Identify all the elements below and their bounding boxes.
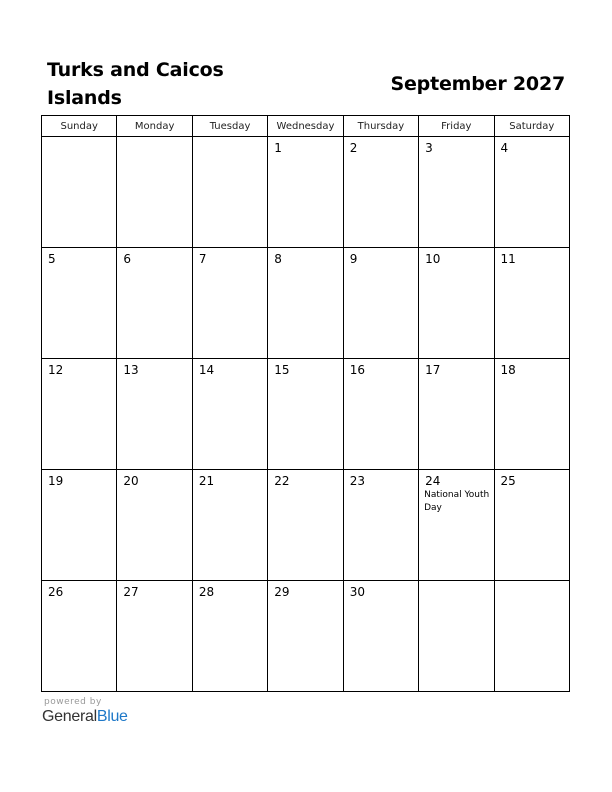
day-cell — [117, 137, 192, 248]
day-cell — [192, 137, 267, 248]
day-cell — [419, 137, 494, 248]
day-number: 28 — [198, 585, 215, 599]
day-number: 14 — [198, 363, 215, 377]
day-number: 2 — [349, 141, 358, 155]
calendar-grid — [41, 115, 570, 692]
day-number: 26 — [48, 585, 64, 599]
day-cell — [117, 470, 192, 581]
day-number: 4 — [500, 141, 509, 155]
week-row — [42, 248, 570, 359]
week-row — [42, 581, 570, 692]
day-cell — [419, 470, 494, 581]
day-cell — [42, 248, 117, 359]
day-cell — [343, 137, 418, 248]
day-number: 29 — [274, 585, 290, 599]
day-cell — [268, 581, 343, 692]
day-cell — [419, 359, 494, 470]
day-number: 1 — [274, 141, 282, 155]
holiday-label: National Youth Day — [424, 490, 490, 513]
day-cell — [268, 137, 343, 248]
day-number: 5 — [48, 252, 56, 266]
day-number: 24 — [425, 474, 441, 488]
day-cell — [494, 137, 569, 248]
weekday-wednesday: Wednesday — [268, 116, 343, 137]
day-cell — [117, 581, 192, 692]
weekday-friday: Friday — [419, 116, 494, 137]
day-cell — [494, 581, 569, 692]
country-title: Turks and Caicos Islands — [47, 59, 224, 109]
weekday-saturday: Saturday — [494, 116, 569, 137]
day-cell — [343, 248, 418, 359]
day-number: 16 — [349, 363, 365, 377]
day-cell — [117, 359, 192, 470]
day-cell — [268, 470, 343, 581]
day-cell — [268, 248, 343, 359]
day-cell — [192, 581, 267, 692]
day-cell — [494, 359, 569, 470]
brand-blue-text: Blue — [96, 708, 128, 725]
day-cell — [192, 248, 267, 359]
day-number: 3 — [425, 141, 433, 155]
week-row — [42, 470, 570, 581]
weekday-sunday: Sunday — [42, 116, 117, 137]
day-cell — [343, 470, 418, 581]
day-number: 22 — [274, 474, 290, 488]
day-number: 18 — [500, 363, 516, 377]
day-number: 10 — [425, 252, 441, 266]
day-number: 20 — [123, 474, 139, 488]
day-cell — [343, 581, 418, 692]
week-row — [42, 359, 570, 470]
brand-general-text: General — [42, 708, 97, 725]
day-number: 15 — [274, 363, 290, 377]
weekday-monday: Monday — [117, 116, 192, 137]
day-number: 8 — [274, 252, 282, 266]
day-number: 21 — [198, 474, 215, 488]
powered-by-label: powered by — [44, 697, 102, 707]
day-number: 9 — [349, 252, 358, 266]
day-number: 6 — [123, 252, 132, 266]
day-cell — [42, 470, 117, 581]
day-cell — [42, 137, 117, 248]
day-number: 17 — [425, 363, 441, 377]
weekday-tuesday: Tuesday — [192, 116, 267, 137]
day-number: 12 — [48, 363, 64, 377]
day-number: 27 — [123, 585, 139, 599]
day-cell — [42, 359, 117, 470]
day-cell — [117, 248, 192, 359]
day-number: 23 — [349, 474, 365, 488]
day-number: 13 — [123, 363, 139, 377]
weekday-header-row — [42, 116, 570, 137]
day-cell — [268, 359, 343, 470]
day-number: 11 — [500, 252, 516, 266]
month-year-title: September 2027 — [390, 73, 565, 95]
day-number: 7 — [198, 252, 207, 266]
day-number: 19 — [48, 474, 64, 488]
day-cell — [42, 581, 117, 692]
day-cell — [192, 470, 267, 581]
day-number: 25 — [500, 474, 516, 488]
generalblue-logo[interactable] — [42, 708, 128, 726]
day-cell — [192, 359, 267, 470]
day-cell — [419, 248, 494, 359]
day-number: 30 — [349, 585, 365, 599]
day-cell — [494, 470, 569, 581]
weekday-thursday: Thursday — [343, 116, 418, 137]
day-cell — [343, 359, 418, 470]
week-row — [42, 137, 570, 248]
day-cell — [494, 248, 569, 359]
day-cell — [419, 581, 494, 692]
